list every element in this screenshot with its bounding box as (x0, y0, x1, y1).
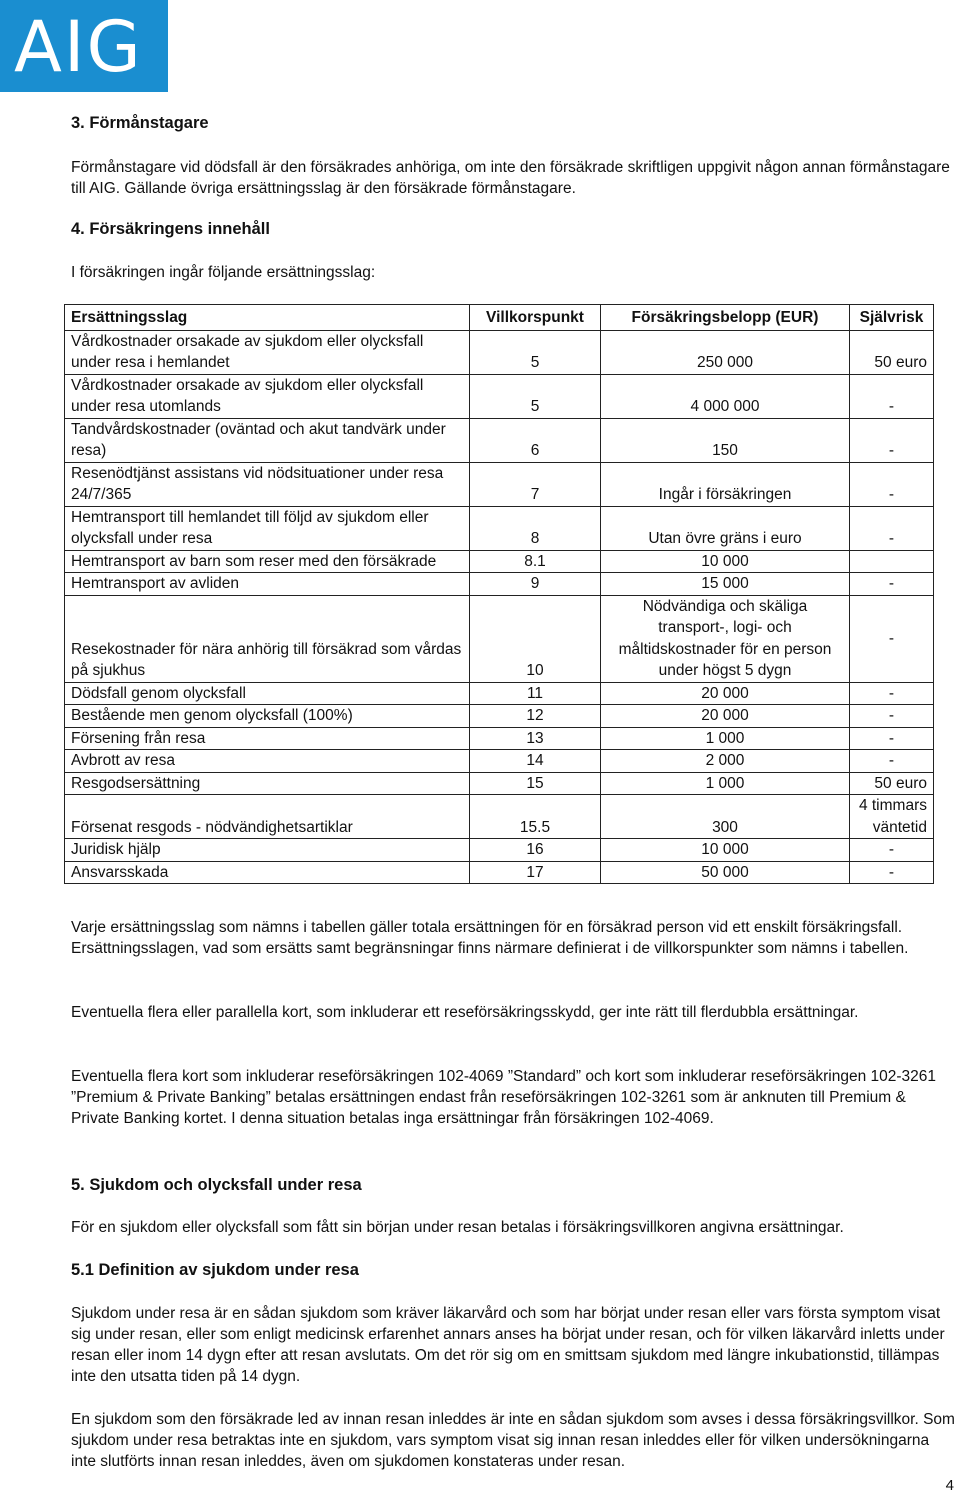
section-5-1-heading: 5.1 Definition av sjukdom under resa (71, 1261, 359, 1279)
cell-amount: 20 000 (601, 682, 850, 705)
cell-type: Vårdkostnader orsakade av sjukdom eller olycksfall under resa i hemlandet (65, 330, 470, 374)
table-row (65, 374, 934, 418)
table-row (65, 506, 934, 550)
cell-clause: 15 (470, 772, 601, 795)
cell-amount: 1 000 (601, 772, 850, 795)
cell-amount: 20 000 (601, 705, 850, 728)
cell-clause: 17 (470, 861, 601, 884)
cell-deductible: - (850, 418, 934, 462)
cell-clause: 13 (470, 727, 601, 750)
cell-deductible: - (850, 861, 934, 884)
cell-type: Resgodsersättning (65, 772, 470, 795)
cell-amount: 300 (601, 795, 850, 839)
table-row (65, 418, 934, 462)
table-row (65, 550, 934, 573)
section-3-heading: 3. Förmånstagare (71, 114, 209, 132)
header-forsakringsbelopp: Försäkringsbelopp (EUR) (601, 305, 850, 331)
cell-type: Hemtransport av avliden (65, 573, 470, 596)
cell-clause: 10 (470, 595, 601, 682)
page-number: 4 (945, 1477, 954, 1494)
cell-deductible: - (850, 750, 934, 773)
cell-deductible: - (850, 595, 934, 682)
cell-type: Dödsfall genom olycksfall (65, 682, 470, 705)
table-row (65, 861, 934, 884)
cell-type: Juridisk hjälp (65, 839, 470, 862)
cell-deductible: 50 euro (850, 330, 934, 374)
cell-type: Vårdkostnader orsakade av sjukdom eller olycksfall under resa utomlands (65, 374, 470, 418)
table-row (65, 595, 934, 682)
cell-amount: 10 000 (601, 839, 850, 862)
cell-deductible: - (850, 682, 934, 705)
cell-deductible: - (850, 374, 934, 418)
cell-type: Hemtransport till hemlandet till följd av sjukdom eller olycksfall under resa (65, 506, 470, 550)
note-paragraph-1: Varje ersättningsslag som nämns i tabellen gäller totala ersättningen för en försäkrad person vid ett enskilt försäkringsfall. Ersättningsslagen, vad som ersätts samt begränsningar finns närmare definierat i de villkorspunkter som nämns i tabellen. (71, 919, 909, 957)
cell-deductible: 50 euro (850, 772, 934, 795)
table-row (65, 795, 934, 839)
section-4-heading: 4. Försäkringens innehåll (71, 220, 270, 238)
header-villkorspunkt: Villkorspunkt (470, 305, 601, 331)
table-row (65, 750, 934, 773)
aig-logo (0, 0, 168, 92)
cell-type: Tandvårdskostnader (oväntad och akut tandvärk under resa) (65, 418, 470, 462)
table-row (65, 772, 934, 795)
table-header-row (65, 305, 934, 331)
cell-deductible: - (850, 462, 934, 506)
cell-amount: Nödvändiga och skäliga transport-, logi- och måltidskostnader för en person under högst 5 dygn (601, 595, 850, 682)
cell-amount: 10 000 (601, 550, 850, 573)
cell-type: Försening från resa (65, 727, 470, 750)
cell-deductible: - (850, 839, 934, 862)
cell-type: Resenödtjänst assistans vid nödsituationer under resa 24/7/365 (65, 462, 470, 506)
cell-type: Avbrott av resa (65, 750, 470, 773)
header-ersattningsslag: Ersättningsslag (65, 305, 470, 331)
cell-amount: 150 (601, 418, 850, 462)
cell-deductible: - (850, 727, 934, 750)
cell-type: Ansvarsskada (65, 861, 470, 884)
cell-clause: 8.1 (470, 550, 601, 573)
note-paragraph-2: Eventuella flera eller parallella kort, som inkluderar ett reseförsäkringsskydd, ger inte rätt till flerdubbla ersättningar. (71, 1004, 859, 1021)
cell-clause: 14 (470, 750, 601, 773)
table-row (65, 727, 934, 750)
table-row (65, 462, 934, 506)
logo-text: AIG (14, 6, 143, 88)
section-5-1-paragraph-1: Sjukdom under resa är en sådan sjukdom som kräver läkarvård och som har börjat under resan eller vars första symptom visat sig under resan, eller som enligt medicinsk erfarenhet annars anses ha börjat under resan, och för vilken läkarvård inletts under resan eller inom 14 dygn efter att resan avslutats. Om det rör sig om en smittsam sjukdom med längre inkubationstid, tillämpas inte den utsatta tiden på 14 dygn. (71, 1305, 945, 1385)
table-row (65, 682, 934, 705)
cell-type: Resekostnader för nära anhörig till försäkrad som vårdas på sjukhus (65, 595, 470, 682)
cell-clause: 5 (470, 374, 601, 418)
table-row (65, 839, 934, 862)
cell-amount: 15 000 (601, 573, 850, 596)
cell-deductible: 4 timmars väntetid (850, 795, 934, 839)
coverage-table (64, 304, 934, 884)
section-5-heading: 5. Sjukdom och olycksfall under resa (71, 1176, 362, 1194)
cell-clause: 8 (470, 506, 601, 550)
cell-clause: 5 (470, 330, 601, 374)
cell-clause: 9 (470, 573, 601, 596)
cell-amount: Utan övre gräns i euro (601, 506, 850, 550)
cell-clause: 7 (470, 462, 601, 506)
cell-clause: 12 (470, 705, 601, 728)
section-5-1-paragraph-2: En sjukdom som den försäkrade led av innan resan inleddes är inte en sådan sjukdom som avses i dessa försäkringsvillkor. Som sjukdom under resa betraktas inte en sjukdom, vars symptom visat sig innan resan inleddes eller för vilken undersökningarna inte slutförts innan resan inleddes, även om sjukdomen konstateras under resan. (71, 1411, 955, 1470)
section-3-paragraph: Förmånstagare vid dödsfall är den försäkrades anhöriga, om inte den försäkrade skriftligen uppgivit någon annan förmånstagare till AIG. Gällande övriga ersättningsslag är den försäkrade förmånstagare. (71, 159, 950, 197)
cell-deductible: - (850, 573, 934, 596)
cell-clause: 6 (470, 418, 601, 462)
note-paragraph-3: Eventuella flera kort som inkluderar reseförsäkringen 102-4069 ”Standard” och kort som inkluderar reseförsäkringen 102-3261 ”Premium & Private Banking” betalas ersättningen endast från reseförsäkringen 102-3261 som är anknuten till Premium & Private Banking kortet. I denna situation betalas inga ersättningar från försäkringen 102-4069. (71, 1068, 937, 1127)
cell-deductible: - (850, 506, 934, 550)
cell-type: Bestående men genom olycksfall (100%) (65, 705, 470, 728)
table-row (65, 573, 934, 596)
cell-clause: 11 (470, 682, 601, 705)
cell-type: Hemtransport av barn som reser med den försäkrade (65, 550, 470, 573)
cell-amount: 50 000 (601, 861, 850, 884)
cell-amount: 2 000 (601, 750, 850, 773)
table-row (65, 330, 934, 374)
cell-amount: Ingår i försäkringen (601, 462, 850, 506)
header-sjalvrisk: Självrisk (850, 305, 934, 331)
cell-amount: 250 000 (601, 330, 850, 374)
cell-clause: 15.5 (470, 795, 601, 839)
section-5-paragraph: För en sjukdom eller olycksfall som fått sin början under resan betalas i försäkringsvillkoren angivna ersättningar. (71, 1219, 844, 1236)
cell-deductible (850, 550, 934, 573)
cell-amount: 1 000 (601, 727, 850, 750)
cell-amount: 4 000 000 (601, 374, 850, 418)
cell-type: Försenat resgods - nödvändighetsartiklar (65, 795, 470, 839)
cell-clause: 16 (470, 839, 601, 862)
cell-deductible: - (850, 705, 934, 728)
table-row (65, 705, 934, 728)
section-4-intro: I försäkringen ingår följande ersättningsslag: (71, 264, 376, 281)
